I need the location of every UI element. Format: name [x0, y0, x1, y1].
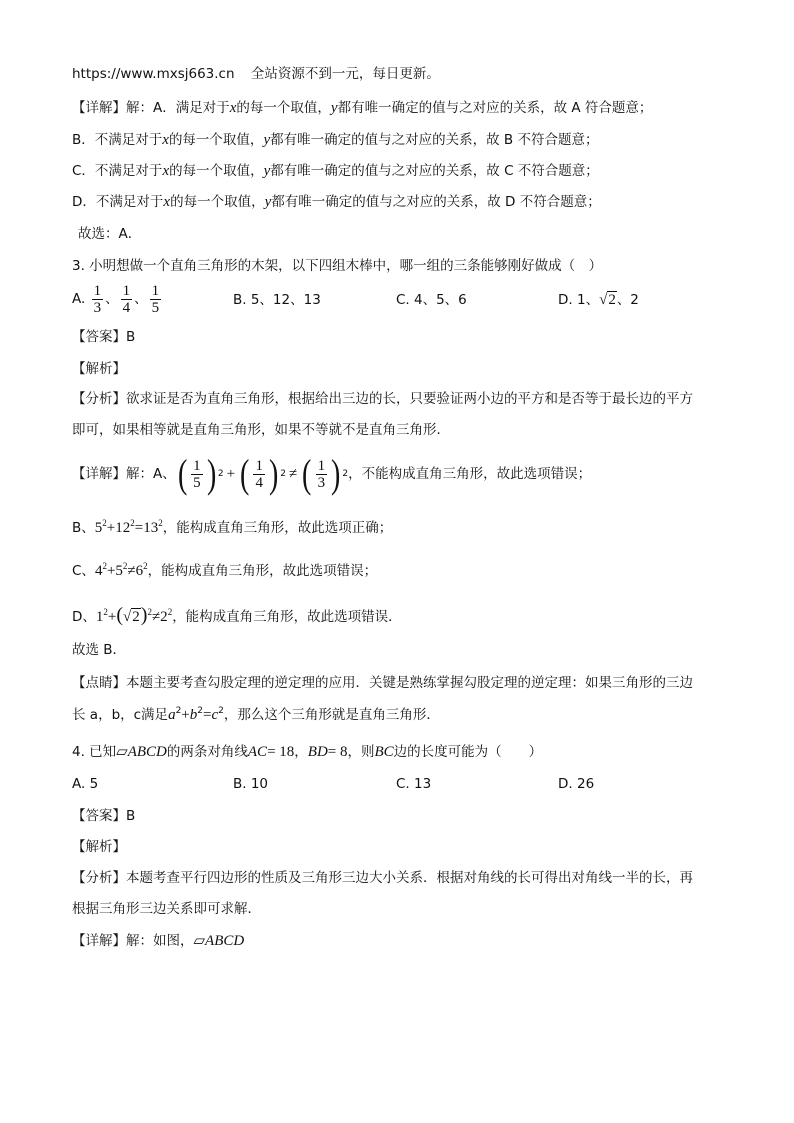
q4-option-d[interactable]: D. 26 [558, 776, 595, 792]
q3-analysis-tag: 【解析】 [72, 361, 126, 377]
q3-comment-1: 【点睛】本题主要考查勾股定理的逆定理的应用．关键是熟练掌握勾股定理的逆定理：如果三角形的三边 [72, 675, 693, 691]
q3-answer: 【答案】B [72, 329, 136, 345]
q4-detail: 【详解】解：如图，▱ABCD [72, 933, 245, 949]
q3-comment-2: 长 a，b，c满足$a^2+b^2=c^2$，那么这个三角形就是直角三角形． [72, 706, 440, 723]
parallelogram-icon: ▱ [116, 744, 128, 760]
q4-answer: 【答案】B [72, 808, 136, 824]
q3-stem: 3. 小明想做一个直角三角形的木架，以下四组木棒中，哪一组的三条能够刚好做成（ ） [72, 258, 603, 274]
q2-detail-a: 【详解】解：A．满足对于x的每一个取值，y都有唯一确定的值与之对应的关系，故 A 符合题意； [72, 100, 653, 116]
q2-choose: 故选：A． [78, 226, 142, 242]
q3-analysis-1: 【分析】欲求证是否为直角三角形，根据给出三边的长，只要验证两小边的平方和是否等于最长边的平方 [72, 391, 693, 407]
source-tagline: 全站资源不到一元，每日更新。 [250, 66, 440, 82]
q4-option-a[interactable]: A. 5 [72, 776, 99, 792]
q3-option-b[interactable]: B. 5、12、13 [233, 292, 321, 308]
q2-detail-b: B．不满足对于x的每一个取值，y都有唯一确定的值与之对应的关系，故 B 不符合题意； [72, 132, 599, 148]
fraction-one-fourth: $\frac{1}{4}$ [122, 282, 131, 316]
q3-detail-b: B、$5^2+12^2=13^2$，能构成直角三角形，故此选项正确； [72, 518, 393, 536]
fraction-one-fifth: $\frac{1}{5}$ [151, 282, 160, 316]
q3-analysis-2: 即可，如果相等就是直角三角形，如果不等就不是直角三角形． [72, 422, 450, 438]
q3-option-c[interactable]: C. 4、5、6 [396, 292, 467, 308]
q3-option-d[interactable]: D. 1、√2、2 [558, 292, 639, 308]
parallelogram-icon: ▱ [193, 933, 206, 949]
source-url[interactable]: https://www.mxsj663.cn [72, 66, 235, 82]
q3-detail-d: D、$1^2+(√2)^2\ne 2^2$，能构成直角三角形，故此选项错误． [72, 604, 402, 626]
q4-option-c[interactable]: C. 13 [396, 776, 432, 792]
q2-detail-d: D．不满足对于x的每一个取值，y都有唯一确定的值与之对应的关系，故 D 不符合题意； [72, 194, 601, 210]
q3-detail-a: 【详解】解：A、 ( $\frac{1}{5}$ ) 2 + ( $\frac{1}{4}$ ) 2 ≠ ( $\frac{1}{3}$ ) 2 ，不能构成直角三角形，故此选项错误； [72, 451, 592, 496]
fraction-one-third: $\frac{1}{3}$ [93, 282, 102, 316]
q3-detail-c: C、$4^2+5^2\ne 6^2$，能构成直角三角形，故此选项错误； [72, 561, 378, 579]
q4-option-b[interactable]: B. 10 [233, 776, 269, 792]
source-header [72, 64, 440, 84]
q4-analysis-1: 【分析】本题考查平行四边形的性质及三角形三边大小关系．根据对角线的长可得出对角线一半的长，再 [72, 870, 693, 886]
q2-detail-c: C．不满足对于x的每一个取值，y都有唯一确定的值与之对应的关系，故 C 不符合题意； [72, 163, 599, 179]
q4-analysis-2: 根据三角形三边关系即可求解． [72, 901, 261, 917]
q4-stem: 4. 已知▱ABCD的两条对角线AC= 18，BD= 8，则BC边的长度可能为（ ） [72, 744, 543, 760]
q3-choose: 故选 B． [72, 642, 127, 658]
q4-analysis-tag: 【解析】 [72, 839, 126, 855]
q3-option-a[interactable]: A. $\frac{1}{3}$ 、 $\frac{1}{4}$ 、 $\frac{1}{5}$ [72, 282, 160, 316]
sqrt-two: √2 [599, 292, 616, 308]
